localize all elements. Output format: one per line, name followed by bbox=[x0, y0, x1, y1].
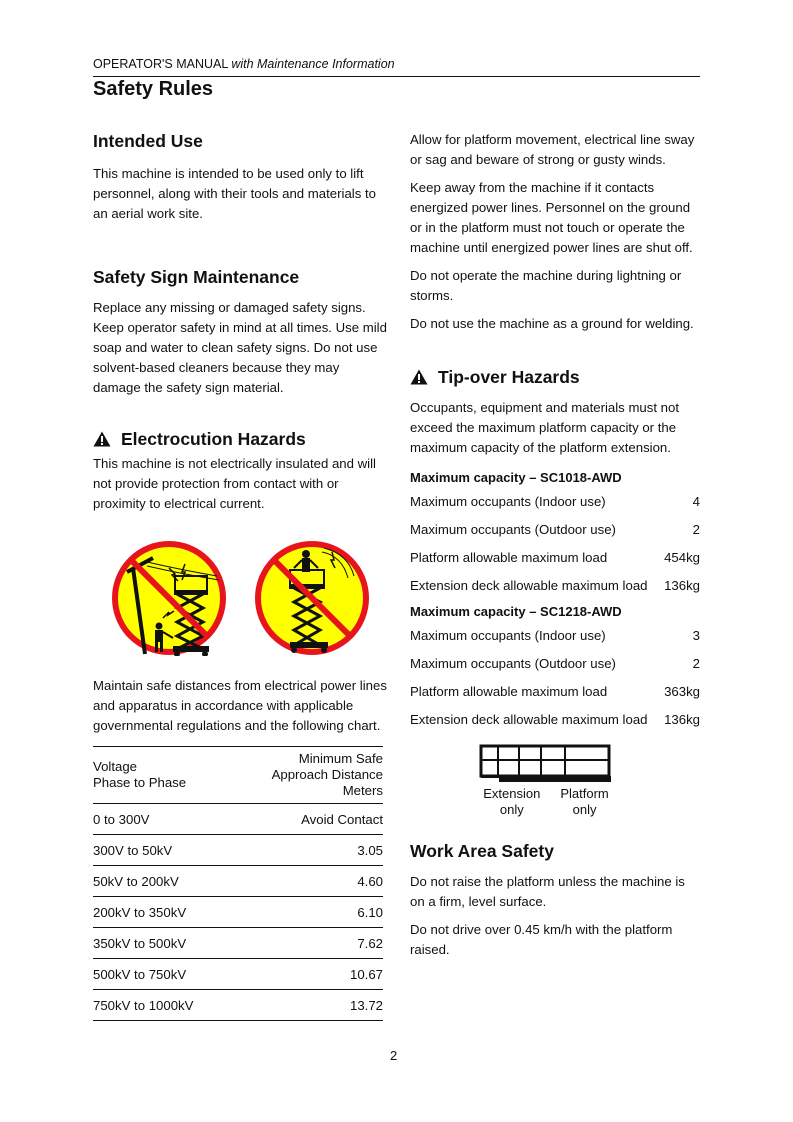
tipover-heading bbox=[410, 366, 700, 388]
distance-column-header: Minimum Safe Approach Distance Meters bbox=[230, 747, 383, 804]
work-area-paragraph: Do not raise the platform unless the machine is on a firm, level surface. bbox=[410, 874, 685, 909]
running-header bbox=[93, 57, 395, 71]
left-column bbox=[93, 130, 388, 1021]
warning-triangle-icon bbox=[93, 431, 111, 447]
page-number: 2 bbox=[390, 1048, 398, 1063]
no-power-line-proximity-sign-icon bbox=[107, 538, 232, 656]
right-paragraph: Keep away from the machine if it contacts energized power lines. Personnel on the ground or in the platform must not touch or operate the machine until energized power lines are shut off. bbox=[410, 180, 693, 255]
right-paragraph: Allow for platform movement, electrical line sway or sag and beware of strong or gusty winds. bbox=[410, 132, 695, 167]
sign-maintenance-heading: Safety Sign Maintenance bbox=[93, 267, 300, 287]
table-row bbox=[93, 959, 383, 990]
intended-use-heading: Intended Use bbox=[93, 131, 203, 151]
right-paragraph: Do not operate the machine during lightning or storms. bbox=[410, 268, 682, 303]
distance-cell: 6.10 bbox=[230, 897, 383, 928]
platform-only-label: Platform only bbox=[560, 786, 609, 817]
distance-cell: 7.62 bbox=[230, 928, 383, 959]
table-row bbox=[93, 835, 383, 866]
capacity-block-sc1018 bbox=[410, 468, 700, 600]
capacity-row: Maximum occupants (Indoor use) 4 bbox=[410, 494, 700, 509]
manual-title: OPERATOR'S MANUAL bbox=[93, 57, 228, 71]
voltage-cell: 300V to 50kV bbox=[93, 835, 230, 866]
voltage-cell: 50kV to 200kV bbox=[93, 866, 230, 897]
distance-cell: 4.60 bbox=[230, 866, 383, 897]
warning-triangle-icon bbox=[410, 369, 428, 385]
extension-only-label: Extension only bbox=[483, 786, 541, 817]
distance-cell: 10.67 bbox=[230, 959, 383, 990]
intended-use-body: This machine is intended to be used only to lift personnel, along with their tools and materials to an aerial work site. bbox=[93, 166, 376, 221]
voltage-column-header: Voltage Phase to Phase bbox=[93, 747, 230, 804]
no-overhead-contact-sign-icon bbox=[250, 538, 375, 656]
manual-subtitle: with Maintenance Information bbox=[231, 57, 395, 71]
right-column bbox=[410, 130, 700, 960]
platform-deck-diagram-icon bbox=[479, 744, 613, 784]
tipover-heading-text: Tip-over Hazards bbox=[438, 367, 580, 387]
distance-cell: 13.72 bbox=[230, 990, 383, 1021]
capacity-title: Maximum capacity – SC1218-AWD bbox=[410, 604, 622, 619]
page-title: Safety Rules bbox=[93, 78, 214, 100]
tipover-body: Occupants, equipment and materials must not exceed the maximum platform capacity or the maximum capacity of the platform extension. bbox=[410, 400, 680, 455]
table-row bbox=[93, 990, 383, 1021]
table-row bbox=[93, 928, 383, 959]
electrocution-body: This machine is not electrically insulated and will not provide protection from contact with or proximity to electrical current. bbox=[93, 456, 376, 511]
capacity-row: Maximum occupants (Outdoor use) 2 bbox=[410, 522, 700, 537]
voltage-cell: 750kV to 1000kV bbox=[93, 990, 230, 1021]
voltage-cell: 500kV to 750kV bbox=[93, 959, 230, 990]
work-area-paragraph: Do not drive over 0.45 km/h with the platform raised. bbox=[410, 922, 673, 957]
approach-distance-table bbox=[93, 746, 383, 1021]
table-row bbox=[93, 897, 383, 928]
distance-cell: 3.05 bbox=[230, 835, 383, 866]
capacity-row: Platform allowable maximum load 363kg bbox=[410, 684, 700, 699]
table-row bbox=[93, 866, 383, 897]
electrocution-heading bbox=[93, 428, 388, 450]
prohibition-signs bbox=[107, 538, 388, 656]
sign-maintenance-body: Replace any missing or damaged safety signs. Keep operator safety in mind at all times. Use mild soap and water to clean safety signs. Do not use solvent-based cleaners because they may damage the safety sign material. bbox=[93, 300, 387, 395]
capacity-block-sc1218 bbox=[410, 602, 700, 734]
deck-diagram bbox=[392, 744, 700, 818]
capacity-row: Platform allowable maximum load 454kg bbox=[410, 550, 700, 565]
capacity-row: Extension deck allowable maximum load 136kg bbox=[410, 578, 700, 593]
capacity-row: Maximum occupants (Outdoor use) 2 bbox=[410, 656, 700, 671]
right-paragraph: Do not use the machine as a ground for welding. bbox=[410, 316, 694, 331]
header-rule bbox=[93, 76, 700, 77]
voltage-cell: 350kV to 500kV bbox=[93, 928, 230, 959]
distance-cell: Avoid Contact bbox=[230, 804, 383, 835]
electrocution-heading-text: Electrocution Hazards bbox=[121, 429, 306, 449]
capacity-row: Maximum occupants (Indoor use) 3 bbox=[410, 628, 700, 643]
work-area-heading: Work Area Safety bbox=[410, 841, 554, 861]
safe-distance-text: Maintain safe distances from electrical power lines and apparatus in accordance with applicable governmental regulations and the following chart. bbox=[93, 678, 387, 733]
table-row bbox=[93, 804, 383, 835]
voltage-cell: 0 to 300V bbox=[93, 804, 230, 835]
table-header-row bbox=[93, 747, 383, 804]
capacity-title: Maximum capacity – SC1018-AWD bbox=[410, 470, 622, 485]
deck-diagram-labels bbox=[483, 786, 609, 818]
capacity-row: Extension deck allowable maximum load 136kg bbox=[410, 712, 700, 727]
voltage-cell: 200kV to 350kV bbox=[93, 897, 230, 928]
